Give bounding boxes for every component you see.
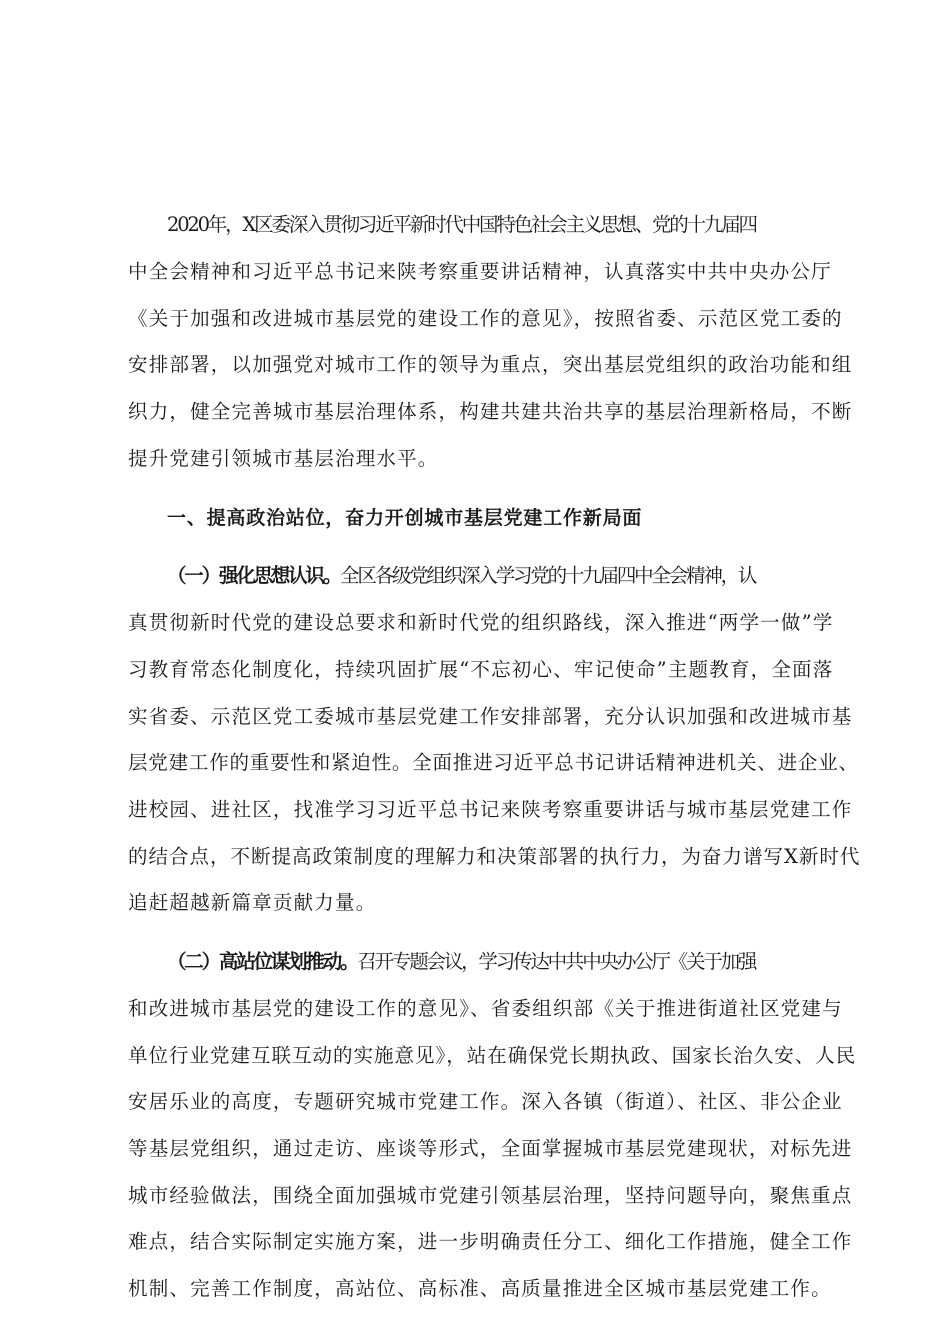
item1-line-6: 进校园、进社区，找准学习习近平总书记来陕考察重要讲话与城市基层党建工作 (128, 798, 853, 821)
item2-first-rest: 召开专题会议，学习传达中共中央办公厅《关于加强 (357, 950, 756, 973)
item1-line-4: 实省委、示范区党工委城市基层党建工作安排部署，充分认识加强和改进城市基 (128, 705, 853, 728)
item1-line-2: 真贯彻新时代党的建设总要求和新时代党的组织路线，深入推进“两学一做”学 (128, 611, 834, 634)
item1-line-8: 追赶超越新篇章贡献力量。 (128, 891, 377, 914)
intro-line-3: 《关于加强和改进城市基层党的建设工作的意见》，按照省委、示范区党工委的 (128, 307, 843, 330)
section-heading-1: 一、提高政治站位，奋力开创城市基层党建工作新局面 (167, 507, 643, 529)
item2-lead: （二）高站位谋划推动。 (167, 950, 358, 973)
intro-line-2: 中全会精神和习近平总书记来陕考察重要讲话精神，认真落实中共中央办公厅 (128, 260, 832, 283)
item2-first-line (167, 949, 887, 975)
item1-lead: （一）强化思想认识。 (167, 564, 341, 587)
item2-line-4: 安居乐业的高度，专题研究城市党建工作。深入各镇（街道）、社区、非公企业 (128, 1090, 843, 1113)
item1-line-3: 习教育常态化制度化，持续巩固扩展“不忘初心、牢记使命”主题教育，全面落 (128, 658, 834, 681)
item2-line-2: 和改进城市基层党的建设工作的意见》、省委组织部《关于推进街道社区党建与 (128, 997, 843, 1020)
item2-line-5: 等基层党组织，通过走访、座谈等形式，全面掌握城市基层党建现状，对标先进 (128, 1137, 853, 1160)
item1-first-line (167, 563, 887, 589)
item2-line-8: 机制、完善工作制度，高站位、高标准、高质量推进全区城市基层党建工作。 (128, 1277, 832, 1300)
intro-line-5: 织力，健全完善城市基层治理体系，构建共建共治共享的基层治理新格局，不断 (128, 400, 853, 423)
intro-line-1: 2020年，X区委深入贯彻习近平新时代中国特色社会主义思想、党的十九届四 (167, 213, 756, 236)
item2-line-6: 城市经验做法，围绕全面加强城市党建引领基层治理，坚持问题导向，聚焦重点 (128, 1184, 853, 1207)
item1-line-7: 的结合点，不断提高政策制度的理解力和决策部署的执行力，为奋力谱写X新时代 (128, 845, 861, 868)
item2-line-7: 难点，结合实际制定实施方案，进一步明确责任分工、细化工作措施，健全工作 (128, 1230, 853, 1253)
item2-line-3: 单位行业党建互联互动的实施意见》，站在确保党长期执政、国家长治久安、人民 (128, 1044, 857, 1067)
intro-line-4: 安排部署，以加强党对城市工作的领导为重点，突出基层党组织的政治功能和组 (128, 353, 853, 376)
item1-line-5: 层党建工作的重要性和紧迫性。全面推进习近平总书记讲话精神进机关、进企业、 (128, 751, 859, 774)
intro-line-6: 提升党建引领城市基层治理水平。 (128, 447, 439, 470)
item1-first-rest: 全区各级党组织深入学习党的十九届四中全会精神，认 (340, 564, 756, 587)
